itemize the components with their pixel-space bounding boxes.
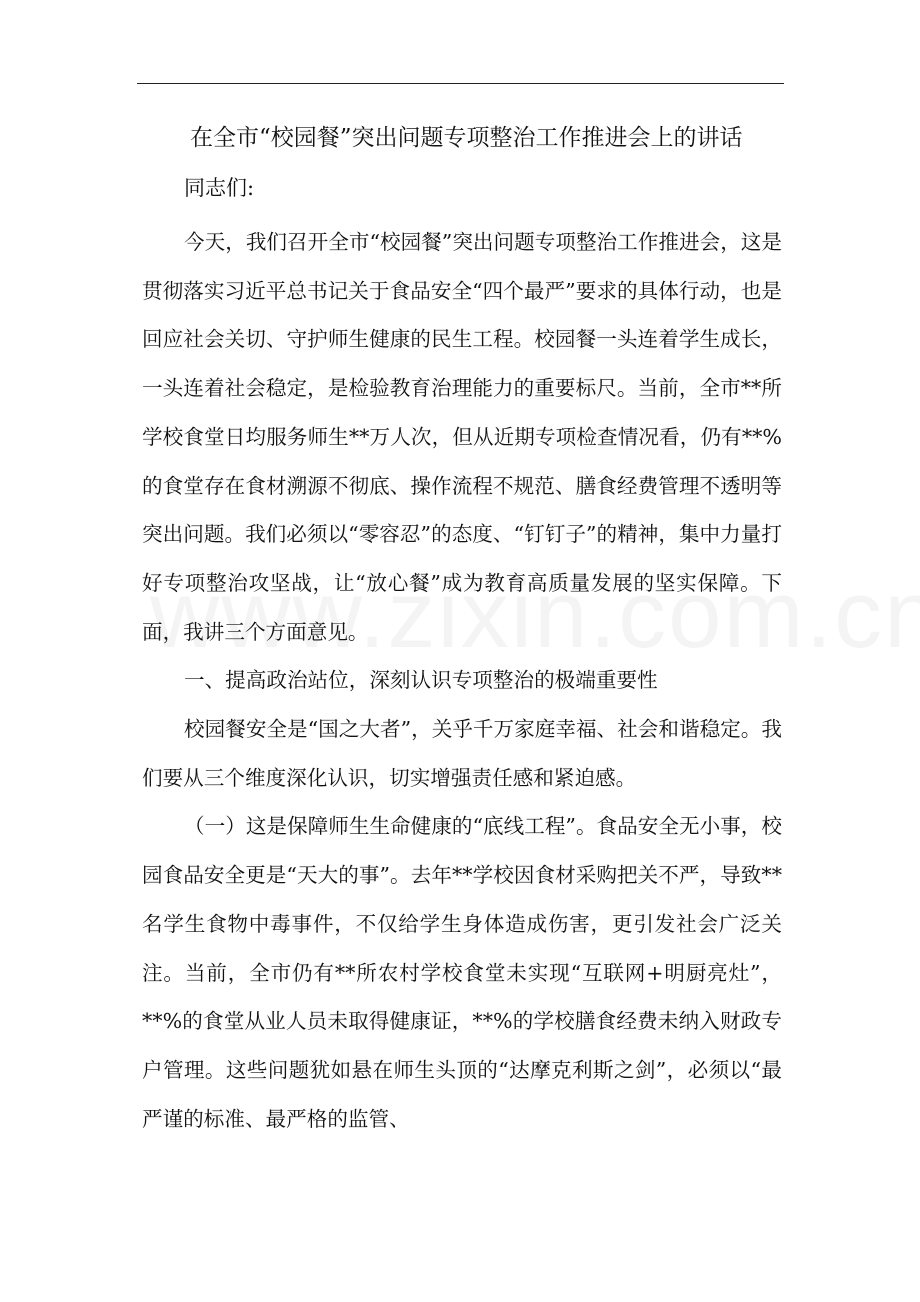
section-intro-paragraph: 校园餐安全是“国之大者”，关乎千万家庭幸福、社会和谐稳定。我们要从三个维度深化认识，切实增强责任感和紧迫感。 — [142, 717, 782, 790]
document-body — [142, 116, 782, 1143]
point-1-paragraph: （一）这是保障师生生命健康的“底线工程”。食品安全无小事，校园食品安全更是“天大的事”。去年**学校因食材采购把关不严，导致**名学生食物中毒事件，不仅给学生身体造成伤害，更引发社会广泛关注。当前，全市仍有**所农村学校食堂未实现“互联网+明厨亮灶”，**%的食堂从业人员未取得健康证，**%的学校膳食经费未纳入财政专户管理。这些问题犹如悬在师生头顶的“达摩克利斯之剑”，必须以“最严谨的标准、最严格的监管、 — [142, 814, 782, 1131]
document-title: 在全市“校园餐”突出问题专项整治工作推进会上的讲话 — [190, 125, 743, 151]
header-rule — [137, 83, 784, 84]
salutation: 同志们: — [184, 176, 255, 200]
opening-paragraph: 今天，我们召开全市“校园餐”突出问题专项整治工作推进会，这是贯彻落实习近平总书记关于食品安全“四个最严”要求的具体行动，也是回应社会关切、守护师生健康的民生工程。校园餐一头连着学生成长，一头连着社会稳定，是检验教育治理能力的重要标尺。当前，全市**所学校食堂日均服务师生**万人次，但从近期专项检查情况看，仍有**%的食堂存在食材溯源不彻底、操作流程不规范、膳食经费管理不透明等突出问题。我们必须以“零容忍”的态度、“钉钉子”的精神，集中力量打好专项整治攻坚战，让“放心餐”成为教育高质量发展的坚实保障。下面，我讲三个方面意见。 — [142, 230, 782, 644]
section-heading-1: 一、提高政治站位，深刻认识专项整治的极端重要性 — [184, 668, 658, 693]
